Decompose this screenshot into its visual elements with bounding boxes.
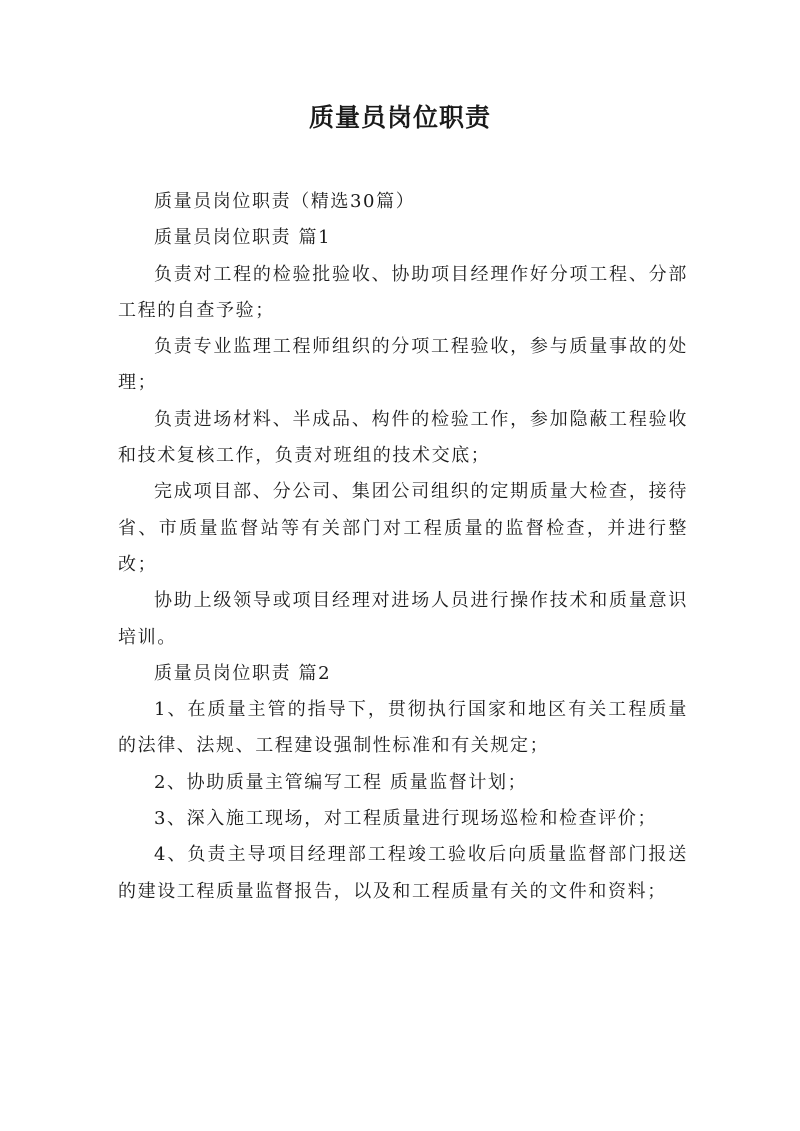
paragraph: 3、深入施工现场，对工程质量进行现场巡检和检查评价；: [154, 808, 658, 830]
section-heading-1: 质量员岗位职责 篇1: [154, 227, 332, 249]
paragraph: 1、在质量主管的指导下，贯彻执行国家和地区有关工程质量的法律、法规、工程建设强制性标准和有关规定；: [118, 699, 688, 757]
paragraph: 协助上级领导或项目经理对进场人员进行操作技术和质量意识培训。: [118, 590, 688, 648]
document-title: 质量员岗位职责: [308, 103, 491, 132]
section-heading-2: 质量员岗位职责 篇2: [154, 662, 332, 684]
paragraph: 2、协助质量主管编写工程 质量监督计划；: [154, 771, 528, 793]
paragraph: 负责专业监理工程师组织的分项工程验收，参与质量事故的处理；: [118, 336, 688, 394]
document-body: [118, 184, 688, 910]
paragraph: 完成项目部、分公司、集团公司组织的定期质量大检查，接待省、市质量监督站等有关部门对工程质量的监督检查，并进行整改；: [118, 481, 688, 575]
paragraph: 负责对工程的检验批验收、协助项目经理作好分项工程、分部工程的自查予验；: [118, 263, 688, 321]
paragraph: 负责进场材料、半成品、构件的检验工作，参加隐蔽工程验收和技术复核工作，负责对班组的技术交底；: [118, 408, 688, 467]
paragraph-subtitle: 质量员岗位职责（精选30篇）: [154, 191, 416, 212]
paragraph: 4、负责主导项目经理部工程竣工验收后向质量监督部门报送的建设工程质量监督报告，以及和工程质量有关的文件和资料；: [118, 844, 688, 902]
